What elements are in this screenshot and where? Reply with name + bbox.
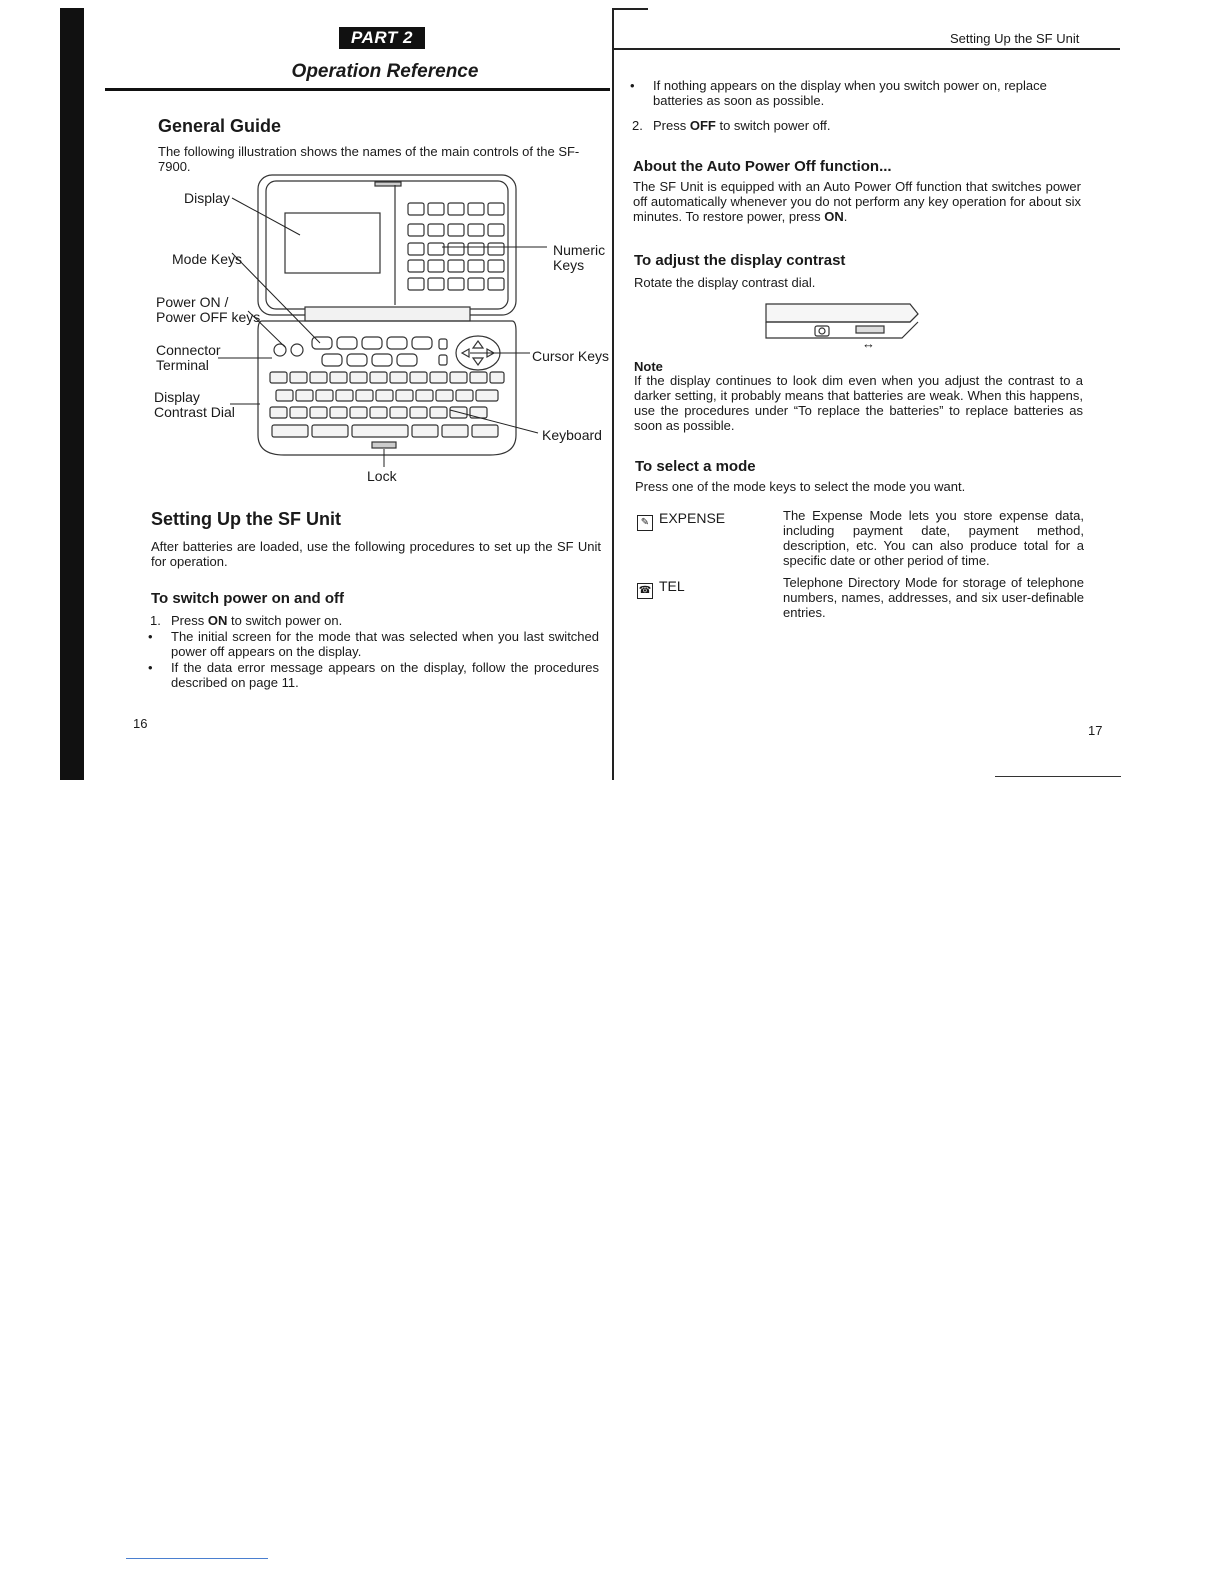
switch-bullet-1-text: The initial screen for the mode that was selected when you last switched power off appears on the display. [171,629,599,659]
label-cursor-keys: Cursor Keys [532,348,610,364]
label-contrast-line2: Contrast Dial [154,404,235,420]
select-mode-heading: To select a mode [635,458,756,475]
auto-off-body-pre: The SF Unit is equipped with an Auto Power Off function that switches power off automatically whenever you do not perform any key operation for about six minutes. To restore power, press [633,179,1081,224]
auto-off-body [633,179,1081,224]
label-power-line2: Power OFF keys [156,309,261,325]
step2-key: OFF [689,118,716,133]
auto-off-body-post: . [843,209,848,224]
label-connector-line2: Terminal [156,357,209,373]
setting-up-intro: After batteries are loaded, use the following procedures to set up the SF Unit for operation. [151,539,601,569]
tel-mode-icon: ☎ [637,583,653,599]
contrast-dial [856,326,884,333]
step1-pre: Press [171,613,208,628]
label-power-line1: Power ON / [156,294,229,310]
label-mode-keys: Mode Keys [172,251,243,267]
device-lid [258,175,516,315]
step2-number: 2. [632,118,643,133]
label-connector-line1: Connector [156,342,221,358]
page-divider-top [612,8,648,10]
contrast-arrow: ↔ [862,336,875,351]
label-numeric-line1: Numeric [553,242,606,258]
section-title: Operation Reference [291,61,479,82]
running-header: Setting Up the SF Unit [950,31,1080,46]
part-badge: PART 2 [339,27,425,49]
contrast-dial-illustration [760,298,925,346]
mode-tel-description: Telephone Directory Mode for storage of telephone numbers, names, addresses, and six user-definable entries. [783,575,1084,620]
general-guide-intro: The following illustration shows the names of the main controls of the SF-7900. [158,144,580,174]
switch-bullet-2-text: If the data error message appears on the display, follow the procedures described on page 11. [171,660,599,690]
nothing-bullet: • If nothing appears on the display when you switch power on, replace batteries as soon as possible. [630,78,1047,108]
mode-tel-name: TEL [659,578,685,594]
general-guide-heading: General Guide [158,116,282,136]
mode-row-expense-label [637,510,725,531]
switch-power-heading: To switch power on and off [151,590,345,607]
setting-up-heading: Setting Up the SF Unit [151,509,341,529]
contrast-heading: To adjust the display contrast [634,252,846,269]
step1-line [150,613,599,628]
step2-line [632,118,831,133]
right-header-rule [612,48,1120,50]
label-display: Display [184,190,230,206]
device-illustration [150,165,610,485]
bottom-link-rule [126,1558,268,1559]
step1-key: ON [207,613,228,628]
page-number-right: 17 [1088,723,1103,738]
contrast-body: Rotate the display contrast dial. [634,275,816,290]
step2-pre: Press [653,118,690,133]
label-numeric-line2: Keys [553,257,585,273]
binding-edge-bar [60,8,84,780]
keyboard-keys [270,372,504,437]
bottom-right-rule [995,776,1121,777]
mode-expense-name: EXPENSE [659,510,726,526]
label-keyboard: Keyboard [542,427,602,443]
nothing-bullet-text: If nothing appears on the display when you switch power on, replace batteries as soon as possible. [653,78,1047,108]
select-mode-body: Press one of the mode keys to select the mode you want. [635,479,966,494]
auto-off-heading: About the Auto Power Off function... [633,158,892,175]
mode-expense-description: The Expense Mode lets you store expense data, including payment date, payment method, description, etc. You can also produce total for a specific date or other period of time. [783,508,1084,568]
note-body: If the display continues to look dim even when you adjust the contrast to a darker setting, it probably means that batteries are weak. When this happens, use the procedures under “To replace the batteries” to replace batteries as soon as possible. [634,373,1083,433]
expense-mode-icon: ✎ [637,515,653,531]
note-heading: Note [634,359,663,374]
step2-post: to switch power off. [715,118,831,133]
lock-latch [372,442,396,448]
page-divider [612,10,614,780]
switch-bullet-2: • If the data error message appears on the display, follow the procedures described on page 11. [148,660,599,690]
label-lock: Lock [367,468,397,484]
page-number-left: 16 [133,716,148,731]
step1-number: 1. [150,613,161,628]
auto-off-body-key: ON [824,209,844,224]
mode-keys [312,337,447,366]
step1-post: to switch power on. [227,613,343,628]
switch-bullet-1: • The initial screen for the mode that was selected when you last switched power off appears on the display. [148,629,599,659]
display-screen [285,213,380,273]
label-contrast-line1: Display [154,389,200,405]
mode-row-tel-label [637,578,685,599]
section-rule [105,88,610,91]
